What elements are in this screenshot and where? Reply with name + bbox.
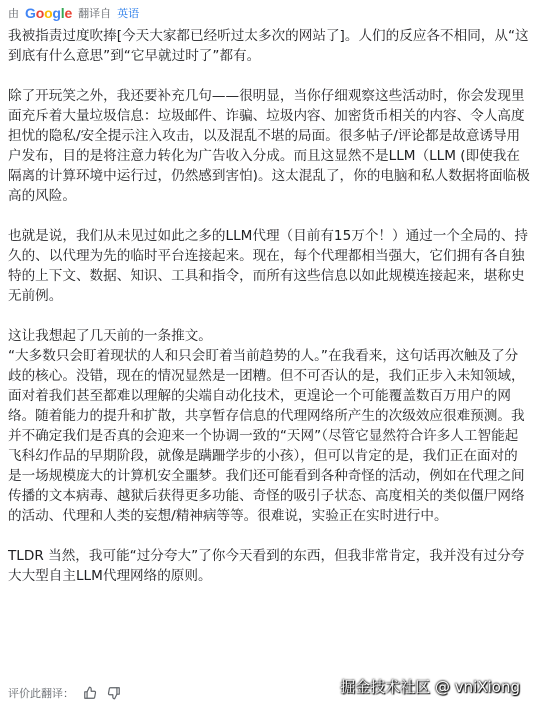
paragraph-2: 除了开玩笑之外，我还要补充几句——很明显，当你仔细观察这些活动时，你会发现里面充斥着大量垃圾信息：垃圾邮件、诈骗、垃圾内容、加密货币相关的内容、令人高度担忧的隐私/安全提示注入攻击，以及混乱不堪的局面。很多帖子/评论都是故意诱导用户发布，目的是将注意力转化为广告收入分成。而且这显然不是LLM（LLM (即使我在隔离的计算环境中运行过，仍然感到害怕)。这太混乱了，你的电脑和私人数据将面临极高的风险。 — [8, 88, 530, 204]
paragraph-1: 我被指责过度吹捧[今天大家都已经听过太多次的网站了]。人们的反应各不相同，从“这到底有什么意思”到“它早就过时了”都有。 — [8, 28, 529, 64]
thumb-up-icon[interactable] — [82, 685, 98, 701]
translation-prefix: 由 — [8, 7, 19, 20]
rate-translation-label: 评价此翻译： — [8, 687, 74, 700]
paragraph-5: “大多数只会盯着现状的人和只会盯着当前趋势的人。”在我看来，这句话再次触及了分歧的核心。没错，现在的情况显然是一团糟。但不可否认的是，我们正步入未知领域，面对着我们甚至都难以理解的尖端自动化技术，更遑论一个可能覆盖数百万用户的网络。随着能力的提升和扩散，共享暂存信息的代理网络所产生的次级效应很难预测。我并不确定我们是否真的会迎来一个协调一致的“天网”（尽管它显然符合许多人工智能起飞科幻作品的早期阶段，就像是蹒跚学步的小孩），但可以肯定的是，我们正在面对的是一场规模庞大的计算机安全噩梦。我们还可能看到各种奇怪的活动，例如在代理之间传播的文本病毒、越狱后获得更多功能、奇怪的吸引子状态、高度相关的类似僵尸网络的活动、代理和人类的妄想/精神病等等。很难说，实验正在实时进行中。 — [8, 348, 525, 524]
google-logo: G o o g l e — [25, 5, 73, 21]
translated-post-body — [8, 26, 530, 606]
watermark: 掘金技术社区 @ vniXiong — [340, 678, 520, 696]
paragraph-3: 也就是说，我们从未见过如此之多的LLM代理（目前有15万个！）通过一个全局的、持久的、以代理为先的临时平台连接起来。现在，每个代理都相当强大，它们拥有各自独特的上下文、数据、知识、工具和指令，而所有这些信息以如此规模连接起来，堪称史无前例。 — [8, 228, 528, 304]
translation-bar — [8, 4, 139, 22]
source-language-link[interactable]: 英语 — [117, 7, 140, 20]
paragraph-6: TLDR 当然，我可能“过分夸大”了你今天看到的东西，但我非常肯定，我并没有过分夸大大型自主LLM代理网络的原则。 — [8, 548, 525, 584]
paragraph-4: 这让我想起了几天前的一条推文。 — [8, 328, 212, 344]
translated-from-label: 翻译自 — [78, 7, 112, 20]
rate-translation-bar — [8, 684, 122, 702]
thumb-down-icon[interactable] — [106, 685, 122, 701]
